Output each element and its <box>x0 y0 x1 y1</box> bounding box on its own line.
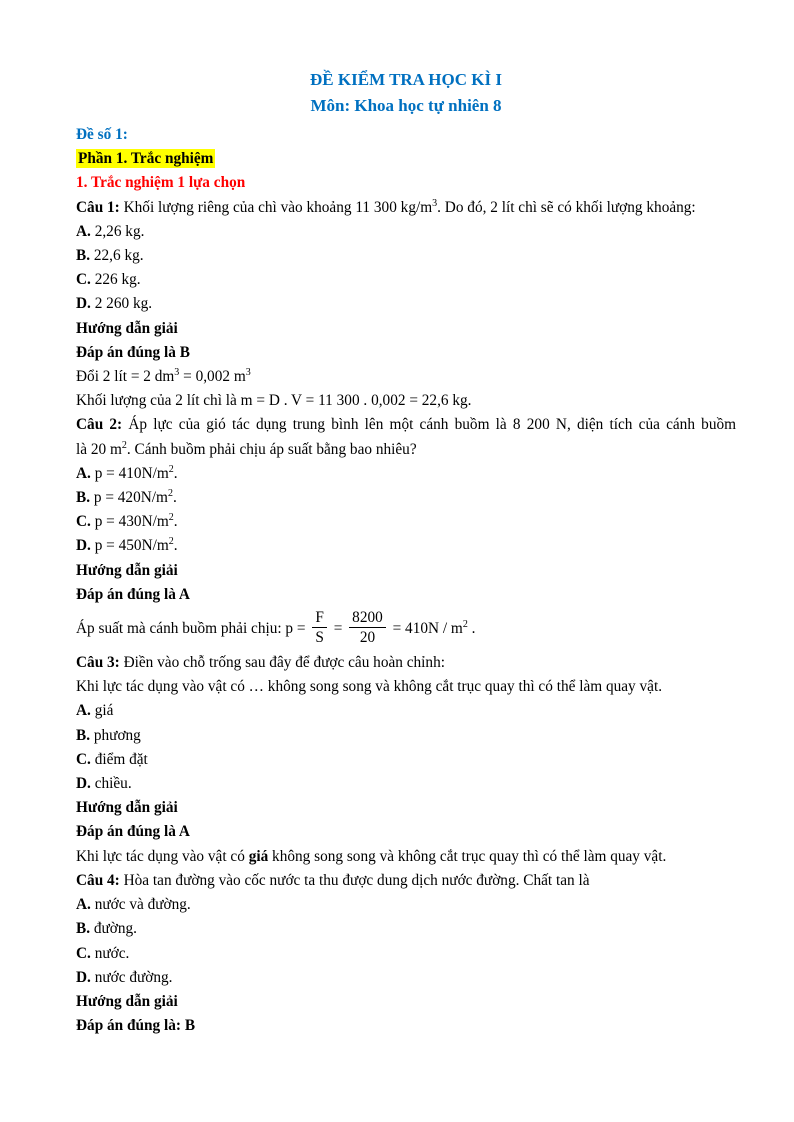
question-3-option-c <box>76 748 736 772</box>
text-run: A. <box>76 222 95 240</box>
fraction-numerator: F <box>312 608 327 628</box>
text-run: điểm đặt <box>94 750 148 768</box>
text-run: Đổi 2 lít = 2 dm <box>76 368 175 386</box>
text-run: đường. <box>93 920 138 938</box>
question-3-option-d <box>76 772 736 796</box>
text-run: giá <box>248 847 269 865</box>
question-1-solution-heading <box>76 317 736 341</box>
fraction-numerator: 8200 <box>349 608 386 628</box>
text-run: B. <box>76 247 94 265</box>
superscript: 2 <box>167 487 173 499</box>
text-run: là 20 m <box>76 440 122 458</box>
fraction <box>349 608 386 647</box>
text-run: A. <box>76 464 95 482</box>
superscript: 3 <box>432 197 438 209</box>
question-2-answer <box>76 583 736 607</box>
text-run: Hòa tan đường vào cốc nước ta thu được dung dịch nước đường. Chất tan là <box>123 871 590 889</box>
superscript: 2 <box>168 463 174 475</box>
text-run: . <box>173 513 178 531</box>
question-2-formula <box>76 607 736 651</box>
text-run: 2 260 kg. <box>94 295 153 313</box>
question-3-stem-line-2 <box>76 675 736 699</box>
superscript: 2 <box>121 439 127 451</box>
text-run: 226 kg. <box>94 271 141 289</box>
text-run: p = 450N/m <box>94 537 169 555</box>
section-heading <box>76 171 736 195</box>
question-1-option-b <box>76 244 736 268</box>
text-run: B. <box>76 726 94 744</box>
question-1-option-d <box>76 292 736 316</box>
question-3-stem-line-1 <box>76 651 736 675</box>
text-run: 1. Trắc nghiệm 1 lựa chọn <box>76 174 246 192</box>
text-run: Hướng dẫn giải <box>76 319 178 337</box>
question-4-solution-heading <box>76 990 736 1014</box>
text-run: không song song và không cắt trục quay thì có thể làm quay vật. <box>268 847 667 865</box>
question-3-solution-line <box>76 845 736 869</box>
question-2-stem-line-2 <box>76 438 736 462</box>
text-run: C. <box>76 944 95 962</box>
question-1-option-c <box>76 268 736 292</box>
text-run: C. <box>76 513 95 531</box>
question-3-option-b <box>76 724 736 748</box>
text-run: Câu 1: <box>76 198 124 216</box>
question-3-solution-heading <box>76 796 736 820</box>
document-body <box>76 123 736 1038</box>
text-run: Khi lực tác dụng vào vật có <box>76 847 249 865</box>
fraction <box>312 608 327 647</box>
text-run: nước đường. <box>94 968 173 986</box>
superscript: 3 <box>174 366 180 378</box>
question-1-option-a <box>76 220 736 244</box>
text-run: . <box>467 620 476 638</box>
text-run: Khi lực tác dụng vào vật có … không song song và không cắt trục quay thì có thể làm quay vật. <box>76 678 663 696</box>
text-run: Đáp án đúng là B <box>76 343 190 361</box>
question-4-answer <box>76 1014 736 1038</box>
exam-set-label <box>76 123 736 147</box>
text-run: Đáp án đúng là A <box>76 823 190 841</box>
fraction-denominator: 20 <box>359 629 376 647</box>
text-run: . Cánh buồm phải chịu áp suất bằng bao nhiêu? <box>126 440 417 458</box>
text-run: D. <box>76 775 95 793</box>
question-4-option-c <box>76 942 736 966</box>
superscript: 2 <box>168 536 174 548</box>
text-run: A. <box>76 896 95 914</box>
document-subtitle: Môn: Khoa học tự nhiên 8 <box>310 96 502 115</box>
text-run: Áp lực của gió tác dụng trung bình lên một cánh buồm là 8 200 N, diện tích của cánh buồm <box>128 416 737 434</box>
text-run: Phần 1. Trắc nghiệm <box>78 150 214 168</box>
text-run: B. <box>76 920 94 938</box>
text-run: phương <box>93 726 141 744</box>
text-run: p = 410N/m <box>94 464 169 482</box>
text-run: C. <box>76 750 95 768</box>
text-run: nước và đường. <box>94 896 191 914</box>
text-run: p = 430N/m <box>94 513 169 531</box>
question-2-option-c <box>76 510 736 534</box>
superscript: 3 <box>245 366 251 378</box>
question-4-option-a <box>76 893 736 917</box>
question-3-option-a <box>76 699 736 723</box>
text-run: 2,26 kg. <box>94 222 145 240</box>
text-run: Áp suất mà cánh buồm phải chịu: p = <box>76 620 310 638</box>
text-run: p = 420N/m <box>93 489 168 507</box>
text-run: D. <box>76 295 95 313</box>
text-run: Câu 2: <box>76 416 129 434</box>
text-run: = 410N / m <box>388 620 463 638</box>
text-run: C. <box>76 271 95 289</box>
question-1-answer <box>76 341 736 365</box>
question-1-solution-step-2 <box>76 389 736 413</box>
question-1-solution-step-1 <box>76 365 736 389</box>
question-2-solution-heading <box>76 559 736 583</box>
text-run: D. <box>76 968 95 986</box>
text-run: Câu 4: <box>76 871 124 889</box>
question-4-option-b <box>76 917 736 941</box>
document-title: ĐỀ KIỂM TRA HỌC KÌ I <box>310 70 502 89</box>
question-3-answer <box>76 820 736 844</box>
question-1-stem <box>76 196 736 220</box>
superscript: 2 <box>168 512 174 524</box>
text-run: . <box>173 537 178 555</box>
text-run: = 0,002 m <box>179 368 246 386</box>
question-4-stem <box>76 869 736 893</box>
question-4-option-d <box>76 966 736 990</box>
question-2-option-b <box>76 486 736 510</box>
fraction-denominator: S <box>315 629 324 647</box>
text-run: 22,6 kg. <box>93 247 144 265</box>
text-run: . Do đó, 2 lít chì sẽ có khối lượng khoảng: <box>437 198 696 216</box>
text-run: . <box>173 464 178 482</box>
superscript: 2 <box>462 618 468 630</box>
part-heading <box>76 147 736 171</box>
text-run: Khối lượng riêng của chì vào khoảng 11 300 kg/m <box>123 198 433 216</box>
text-run: Đề số 1: <box>76 126 128 143</box>
text-run: Hướng dẫn giải <box>76 992 178 1010</box>
text-run: Hướng dẫn giải <box>76 561 178 579</box>
text-run: Khối lượng của 2 lít chì là m = D . V = 11 300 . 0,002 = 22,6 kg. <box>76 392 472 410</box>
text-run: . <box>172 489 177 507</box>
text-run: Hướng dẫn giải <box>76 799 178 817</box>
question-2-option-d <box>76 534 736 558</box>
text-run: giá <box>94 702 114 720</box>
text-run: Câu 3: <box>76 654 124 672</box>
question-2-option-a <box>76 462 736 486</box>
text-run: Đáp án đúng là A <box>76 585 190 603</box>
text-run: D. <box>76 537 95 555</box>
text-run: B. <box>76 489 94 507</box>
question-2-stem-line-1 <box>76 413 736 437</box>
text-run: A. <box>76 702 95 720</box>
text-run: chiều. <box>94 775 132 793</box>
text-run: Đáp án đúng là: B <box>76 1017 196 1035</box>
text-run: = <box>329 620 347 638</box>
text-run: nước. <box>94 944 130 962</box>
text-run: Điền vào chỗ trống sau đây để được câu hoàn chỉnh: <box>123 654 445 672</box>
